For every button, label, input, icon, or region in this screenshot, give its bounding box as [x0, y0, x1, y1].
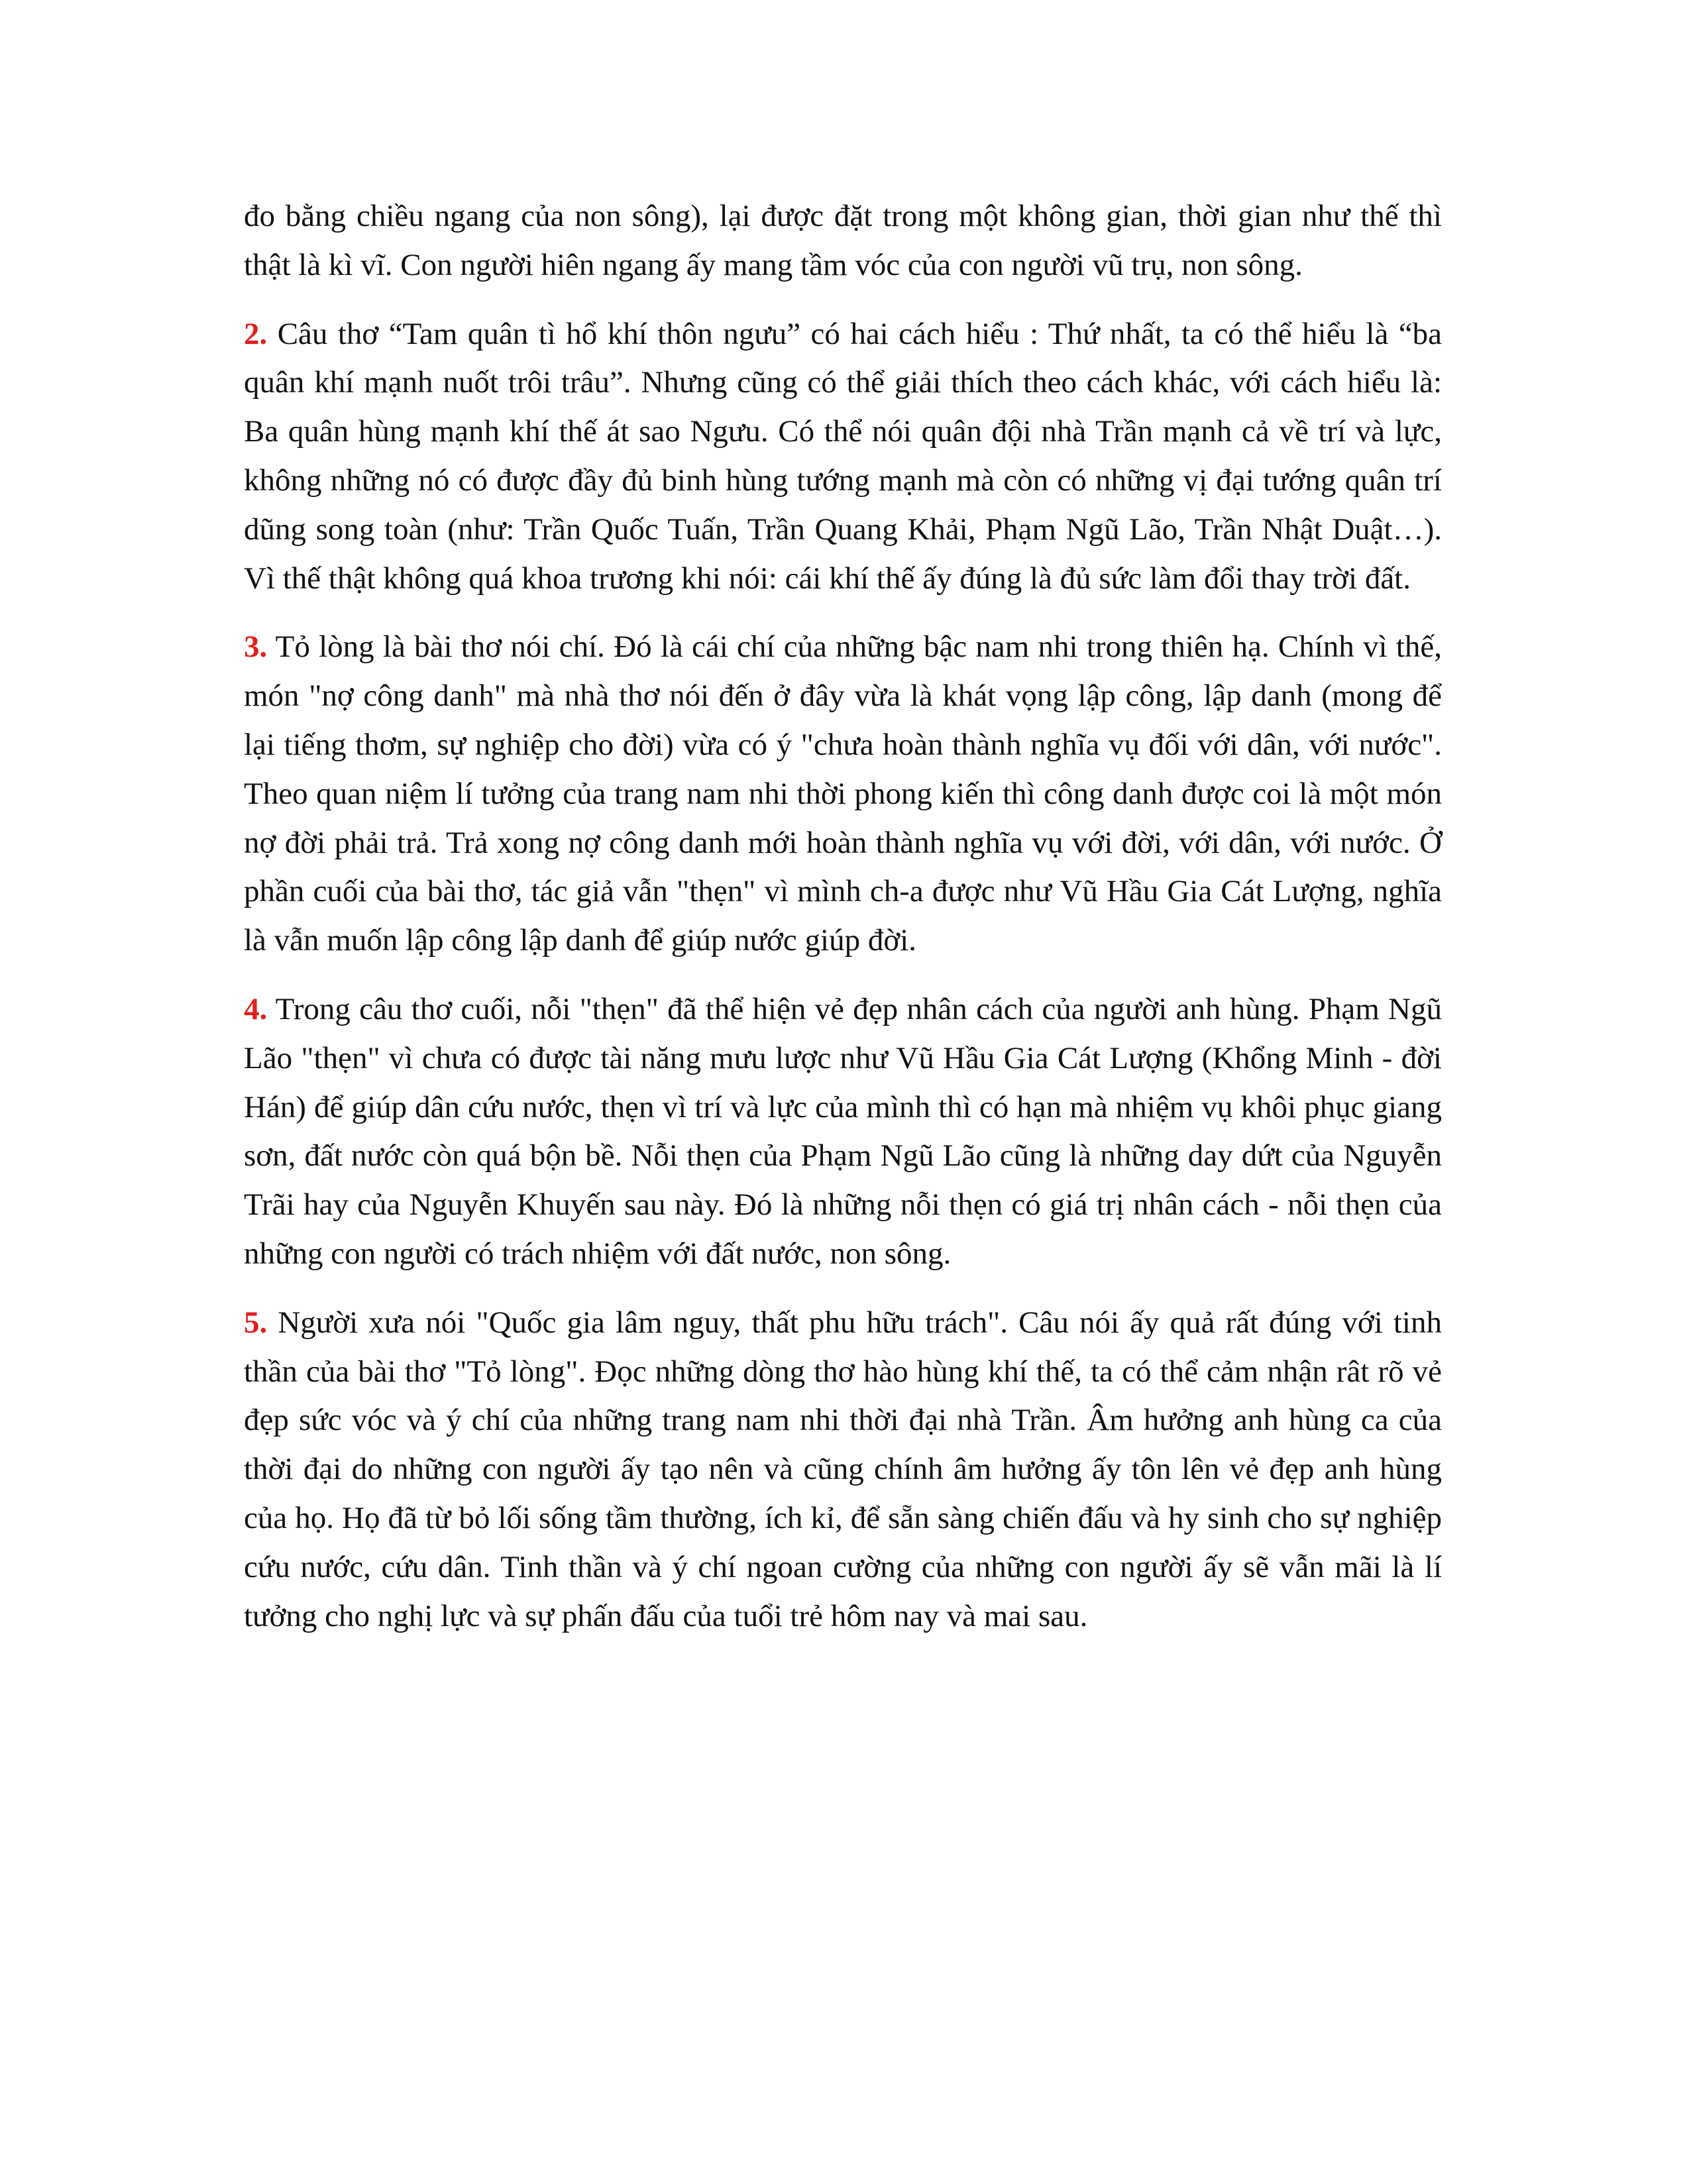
paragraph-3: [244, 623, 1442, 965]
paragraph-number: 2.: [244, 316, 268, 351]
paragraph-text: Trong câu thơ cuối, nỗi "thẹn" đã thể hiện vẻ đẹp nhân cách của người anh hùng. Phạm Ngũ Lão "thẹn" vì chưa có được tài năng mưu lược như Vũ Hầu Gia Cát Lượng (Khổng Minh - đời Hán) để giúp dân cứu nước, thẹn vì trí và lực của mình thì có hạn mà nhiệm vụ khôi phục giang sơn, đất nước còn quá bộn bề. Nỗi thẹn của Phạm Ngũ Lão cũng là những day dứt của Nguyễn Trãi hay của Nguyễn Khuyến sau này. Đó là những nỗi thẹn có giá trị nhân cách - nỗi thẹn của những con người có trách nhiệm với đất nước, non sông.: [244, 991, 1442, 1271]
paragraph-2: [244, 310, 1442, 604]
paragraph-continuation: [244, 192, 1442, 290]
paragraph-number: 5.: [244, 1305, 268, 1340]
paragraph-text: đo bằng chiều ngang của non sông), lại được đặt trong một không gian, thời gian như thế thì thật là kì vĩ. Con người hiên ngang ấy mang tầm vóc của con người vũ trụ, non sông.: [244, 199, 1442, 282]
paragraph-text: Người xưa nói "Quốc gia lâm nguy, thất phu hữu trách". Câu nói ấy quả rất đúng với tinh thần của bài thơ "Tỏ lòng". Đọc những dòng thơ hào hùng khí thế, ta có thể cảm nhận rât rõ vẻ đẹp sức vóc và ý chí của những trang nam nhi thời đại nhà Trần. Âm hưởng anh hùng ca của thời đại do những con người ấy tạo nên và cũng chính âm hưởng ấy tôn lên vẻ đẹp anh hùng của họ. Họ đã từ bỏ lối sống tầm thường, ích kỉ, để sẵn sàng chiến đấu và hy sinh cho sự nghiệp cứu nước, cứu dân. Tinh thần và ý chí ngoan cường của những con người ấy sẽ vẫn mãi là lí tưởng cho nghị lực và sự phấn đấu của tuổi trẻ hôm nay và mai sau.: [244, 1305, 1442, 1633]
paragraph-text: Tỏ lòng là bài thơ nói chí. Đó là cái chí của những bậc nam nhi trong thiên hạ. Chính vì thế, món "nợ công danh" mà nhà thơ nói đến ở đây vừa là khát vọng lập công, lập danh (mong để lại tiếng thơm, sự nghiệp cho đời) vừa có ý "chưa hoàn thành nghĩa vụ đối với dân, với nước". Theo quan niệm lí tưởng của trang nam nhi thời phong kiến thì công danh được coi là một món nợ đời phải trả. Trả xong nợ công danh mới hoàn thành nghĩa vụ với đời, với dân, với nước. Ở phần cuối của bài thơ, tác giả vẫn "thẹn" vì mình ch-a được như Vũ Hầu Gia Cát Lượng, nghĩa là vẫn muốn lập công lập danh để giúp nước giúp đời.: [244, 629, 1442, 958]
paragraph-5: [244, 1299, 1442, 1641]
paragraph-text: Câu thơ “Tam quân tì hổ khí thôn ngưu” có hai cách hiểu : Thứ nhất, ta có thể hiểu là “ba quân khí mạnh nuốt trôi trâu”. Nhưng cũng có thể giải thích theo cách khác, với cách hiểu là: Ba quân hùng mạnh khí thế át sao Ngưu. Có thể nói quân đội nhà Trần mạnh cả về trí và lực, không những nó có được đầy đủ binh hùng tướng mạnh mà còn có những vị đại tướng quân trí dũng song toàn (như: Trần Quốc Tuấn, Trần Quang Khải, Phạm Ngũ Lão, Trần Nhật Duật…). Vì thế thật không quá khoa trương khi nói: cái khí thế ấy đúng là đủ sức làm đổi thay trời đất.: [244, 316, 1442, 596]
paragraph-4: [244, 985, 1442, 1279]
paragraph-number: 4.: [244, 991, 268, 1026]
body-text: [244, 192, 1442, 1661]
paragraph-number: 3.: [244, 629, 268, 665]
